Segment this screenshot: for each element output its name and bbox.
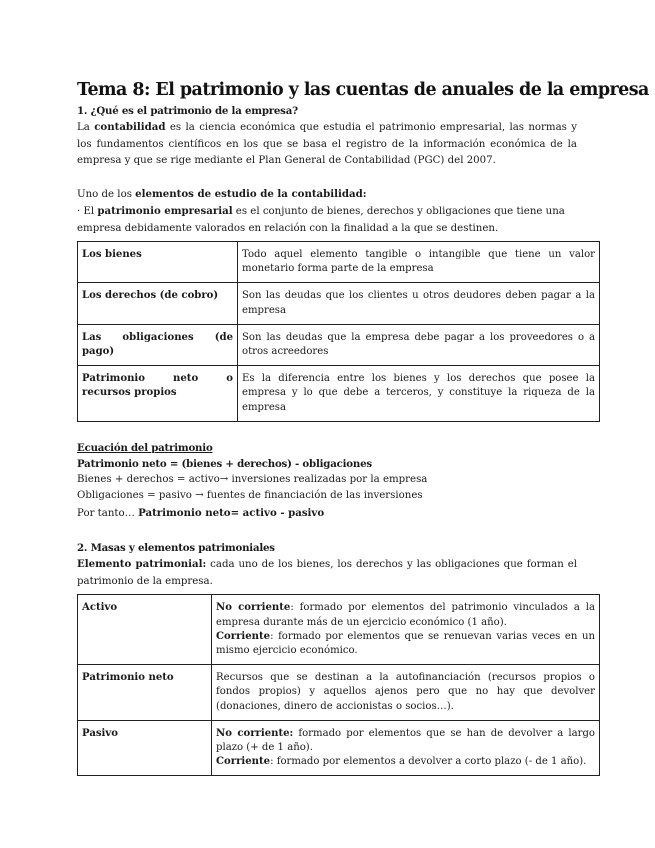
table-desc: Todo aquel elemento tangible o intangible que tiene un valor monetario forma parte de la empresa: [238, 242, 600, 283]
patrimonio-elements-table: [77, 241, 600, 422]
patrimonio-definition: [77, 203, 577, 237]
para1-prefix: La: [77, 122, 95, 133]
table-desc: [212, 720, 600, 776]
elemento-patrimonial-term: Elemento patrimonial:: [77, 558, 207, 571]
pasivo-corriente: [216, 755, 595, 769]
para1-body: es la ciencia económica que estudia el patrimonio empresarial, las normas y los fundamentos científicos en los que se basa el registro de la información económica de la empresa y que se rige mediante el Plan General de Contabilidad (PGC) del 2007.: [77, 122, 578, 166]
contabilidad-paragraph: [77, 119, 577, 170]
contabilidad-term: contabilidad: [94, 121, 166, 133]
table-row: [78, 283, 600, 324]
no-corriente-text: : formado por elementos del patrimonio vinculados a la empresa durante más de un ejercicio económico (1 año).: [216, 602, 595, 628]
table-row: [78, 720, 600, 776]
corriente-text: : formado por elementos que se renuevan varias veces en un mismo ejercicio económico.: [216, 630, 595, 656]
activo-corriente: [216, 630, 595, 658]
page-title: Tema 8: El patrimonio y las cuentas de anuales de la empresa: [77, 80, 649, 100]
table-desc: Son las deudas que los clientes u otros deudores deben pagar a la empresa: [238, 283, 600, 324]
patrimonio-term: patrimonio empresarial: [97, 205, 233, 217]
no-corriente-label: No corriente: [216, 602, 291, 614]
def-body: cada uno de los bienes, los derechos y las obligaciones que forman el patrimonio de la empresa.: [77, 559, 577, 587]
table-term: Patrimonio neto o recursos propios: [78, 366, 238, 422]
table-desc: Es la diferencia entre los bienes y los derechos que posee la empresa y lo que debe a terceros, y constituye la riqueza de la empresa: [238, 366, 600, 422]
table-row: [78, 665, 600, 721]
ecuacion-heading: Ecuación del patrimonio: [77, 441, 213, 454]
corriente-label: Corriente: [216, 630, 271, 642]
elemento-patrimonial-definition: [77, 556, 577, 590]
spacer: [77, 422, 577, 438]
no-corriente-text: formado por elementos que se han de devolver a largo plazo (+ de 1 año).: [216, 727, 595, 753]
section-2-heading: 2. Masas y elementos patrimoniales: [77, 542, 275, 555]
table-desc: Recursos que se destinan a la autofinanciación (recursos propios o fondos propios) y aquellos ajenos pero que no hay que devolver (donaciones, dinero de accionistas o socios…).: [212, 665, 600, 721]
activo-no-corriente: [216, 601, 595, 629]
table-term: Los bienes: [78, 242, 238, 283]
document-content: [77, 80, 649, 776]
table-desc: Son las deudas que la empresa debe pagar a los proveedores o a otros acreedores: [238, 324, 600, 365]
elementos-intro: [77, 186, 577, 204]
pasivo-no-corriente: [216, 727, 595, 755]
corriente-text: : formado por elementos a devolver a corto plazo (- de 1 año).: [270, 756, 587, 768]
table-row: [78, 595, 600, 665]
no-corriente-label: No corriente:: [216, 727, 294, 739]
spacer: [77, 170, 577, 186]
table-term: Las obligaciones (de pago): [78, 324, 238, 365]
table-row: [78, 366, 600, 422]
table-row: [78, 242, 600, 283]
masas-patrimoniales-table: [77, 594, 600, 776]
ecuacion-formula: Patrimonio neto = (bienes + derechos) - obligaciones: [77, 457, 372, 470]
table-term: Los derechos (de cobro): [78, 283, 238, 324]
spacer: [77, 522, 577, 538]
para3-prefix: · El: [77, 206, 98, 217]
conclusion-formula: Patrimonio neto= activo - pasivo: [138, 506, 325, 519]
table-row: [78, 324, 600, 365]
elementos-term: elementos de estudio de la contabilidad:: [135, 187, 367, 200]
table-term: Activo: [78, 595, 212, 665]
table-term: Patrimonio neto: [78, 665, 212, 721]
activo-line: Bienes + derechos = activo→ inversiones realizadas por la empresa: [77, 473, 428, 485]
para2-prefix: Uno de los: [77, 188, 136, 200]
conclusion-line: [77, 505, 577, 523]
table-term: Pasivo: [78, 720, 212, 776]
pasivo-line: Obligaciones = pasivo → fuentes de financiación de las inversiones: [77, 490, 423, 502]
para3-body: es el conjunto de bienes, derechos y obligaciones que tiene una empresa debidamente valorados en relación con la finalidad a la que se destinen.: [77, 206, 565, 234]
section-1-heading: 1. ¿Qué es el patrimonio de la empresa?: [77, 105, 298, 117]
corriente-label: Corriente: [216, 756, 271, 768]
conclusion-prefix: Por tanto…: [77, 507, 139, 519]
table-desc: [212, 595, 600, 665]
